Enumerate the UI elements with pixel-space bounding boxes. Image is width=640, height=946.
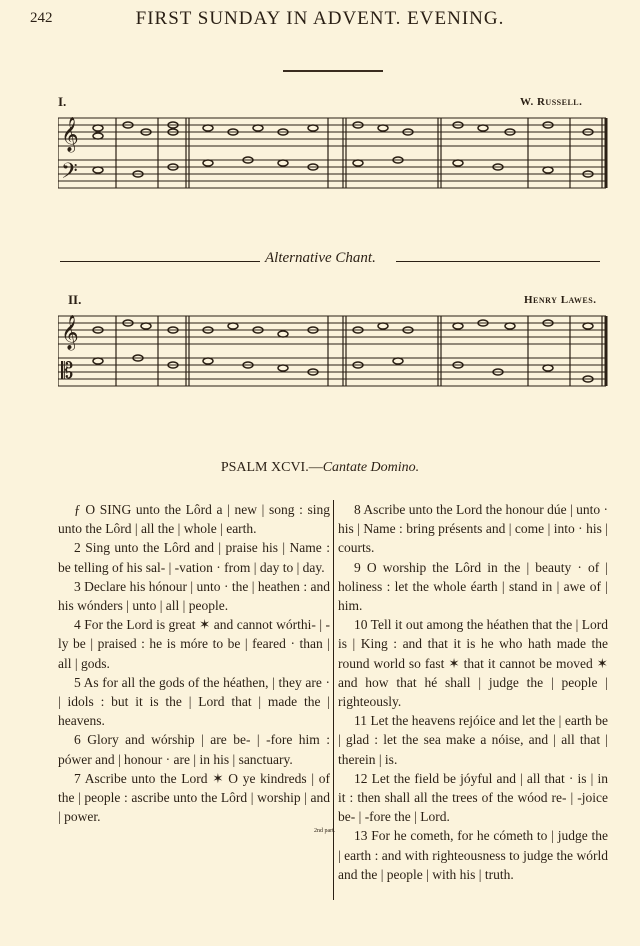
verse: 6 Glory and wórship | are be- | -fore him : pówer and | honour · are | in his | sanctuary. [58, 732, 330, 767]
verse: 2 Sing unto the Lôrd and | praise his | Name : be telling of his sal- | -vation · from | day to | day. [58, 540, 330, 575]
psalm-title [0, 460, 640, 476]
verse: 12 Let the field be jóyful and | all that · is | in it : then shall all the trees of the wóod re- | -joice be- | -fore the | Lord. [338, 770, 608, 825]
chant-1-number: I. [58, 94, 67, 109]
chant-1-composer: W. Russell. [520, 96, 583, 108]
verse: 10 Tell it out among the héathen that the | Lord is | King : and that it is he who hath made the round world so fast ✶ that it cannot be moved ✶ and how that hé shall | judge the | people | righteously. [338, 617, 608, 710]
verse: 5 As for all the gods of the héathen, | they are · | idols : but it is the | Lord that | made the | heavens. [58, 674, 330, 729]
verse: 4 For the Lord is great ✶ and cannot wórthi- | -ly be | praised : he is móre to be | feared · than | all | gods. [58, 617, 330, 671]
verse: 8 Ascribe unto the Lord the honour dúe | unto · his | Name : bring présents and | come | into · his | courts. [338, 502, 608, 556]
verse: 7 Ascribe unto the Lord ✶ O ye kindreds | of the | people : ascribe unto the Lôrd | worship | and | power. [58, 770, 330, 825]
verses-right-column [338, 500, 608, 884]
column-rule [333, 500, 334, 900]
chant-2-score [58, 306, 610, 391]
bass-clef-icon: 𝄢 [61, 159, 78, 188]
psalm-title-main: PSALM XCVI.— [220, 460, 323, 475]
verse: 11 Let the heavens rejóice and let the | earth be | glad : let the sea make a nóise, and | all that | therein | is. [338, 713, 608, 767]
heading-text: Alternative Chant. [265, 250, 376, 266]
barlines [58, 316, 606, 386]
chant-1-score [58, 108, 610, 193]
heading-rule-left [60, 261, 260, 262]
bass-staff [58, 358, 606, 386]
heading-rule-right [396, 261, 600, 262]
running-head: FIRST SUNDAY IN ADVENT. EVENING. [135, 8, 505, 29]
page-number: 242 [30, 10, 53, 26]
treble-clef-icon: 𝄞 [61, 316, 79, 349]
verses-left-column [58, 500, 330, 826]
chant-2-number: II. [68, 292, 82, 307]
alternative-chant-heading [60, 250, 600, 270]
tenor-clef-icon: 𝄡 [61, 358, 74, 383]
verse: ƒ O SING unto the Lôrd a | new | song : sing unto the Lôrd | all the | whole | earth. [58, 502, 330, 537]
verse: 9 O worship the Lôrd in the | beauty · of | holiness : let the whole éarth | stand in | awe of | him. [338, 559, 608, 614]
treble-clef-icon: 𝄞 [61, 118, 79, 151]
verse: 3 Declare his hónour | unto · the | heathen : and his wónders | unto | all | people. [58, 578, 330, 614]
psalm-subtitle: Cantate Domino. [322, 460, 420, 475]
treble-staff [58, 316, 606, 344]
barlines [58, 118, 606, 188]
marginal-note: 2nd part. [314, 828, 336, 834]
chant-2-composer: Henry Lawes. [524, 294, 597, 306]
decorative-rule [283, 70, 383, 72]
treble-staff [58, 118, 606, 146]
verse: 13 For he cometh, for he cómeth to | judge the | earth : and with righteousness to judge the wórld and the | people | with his | truth. [338, 828, 608, 882]
bass-staff [58, 160, 606, 188]
